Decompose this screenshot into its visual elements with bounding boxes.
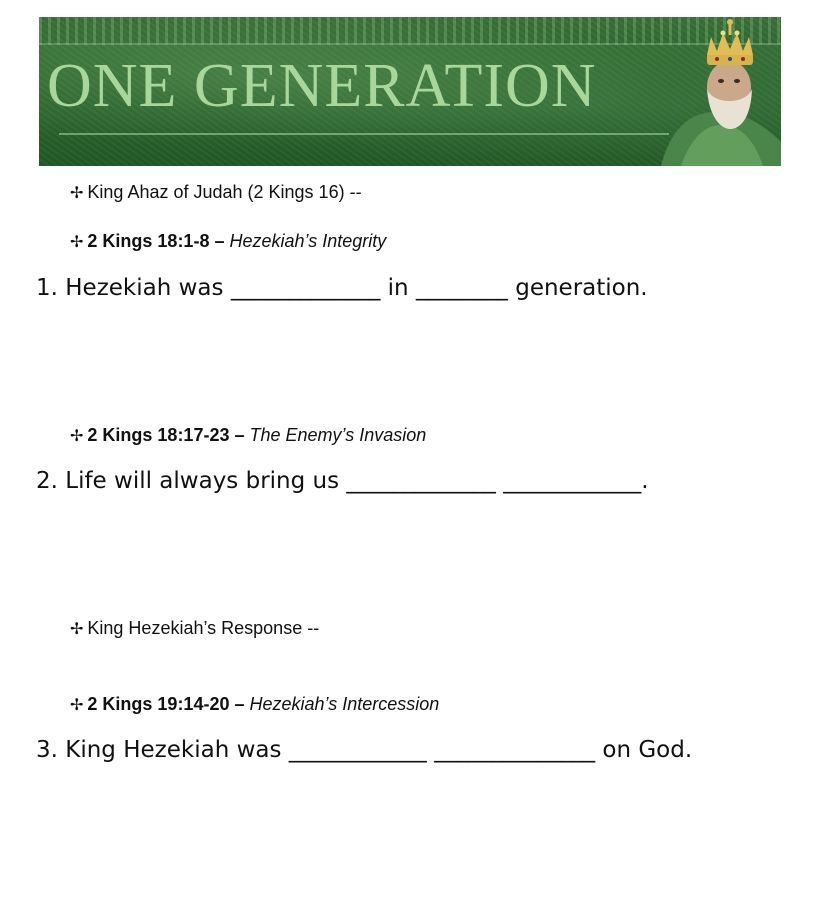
king-portrait-icon [651, 17, 781, 166]
bullet-ahaz [70, 181, 362, 204]
bullet-hezekiah-response [70, 617, 319, 640]
bullet-text: King Hezekiah’s Response -- [87, 618, 320, 638]
cross-bullet-icon: ✢ [70, 619, 84, 638]
cross-bullet-icon: ✢ [70, 183, 84, 202]
banner-underline [59, 133, 669, 135]
cross-bullet-icon: ✢ [70, 232, 84, 251]
fill-in-question-3: 3. King Hezekiah was ____________ ______________ on God. [36, 737, 693, 763]
section-title: Hezekiah’s Integrity [229, 231, 387, 251]
header-banner [39, 17, 781, 166]
scripture-reference: 2 Kings 18:1-8 – [87, 231, 225, 251]
section-title: The Enemy’s Invasion [249, 425, 427, 445]
fill-in-question-2: 2. Life will always bring us _____________ ____________. [36, 468, 649, 494]
bullet-text: King Ahaz of Judah (2 Kings 16) -- [87, 182, 362, 202]
section-title: Hezekiah’s Intercession [249, 694, 440, 714]
scripture-reference: 2 Kings 19:14-20 – [87, 694, 245, 714]
cross-bullet-icon: ✢ [70, 695, 84, 714]
bullet-hezekiah-intercession [70, 693, 439, 716]
banner-title: ONE GENERATION [47, 52, 597, 120]
cross-bullet-icon: ✢ [70, 426, 84, 445]
scripture-reference: 2 Kings 18:17-23 – [87, 425, 245, 445]
bullet-enemy-invasion [70, 424, 426, 447]
fill-in-question-1: 1. Hezekiah was _____________ in ________ generation. [36, 275, 648, 301]
bullet-hezekiah-integrity [70, 230, 386, 253]
